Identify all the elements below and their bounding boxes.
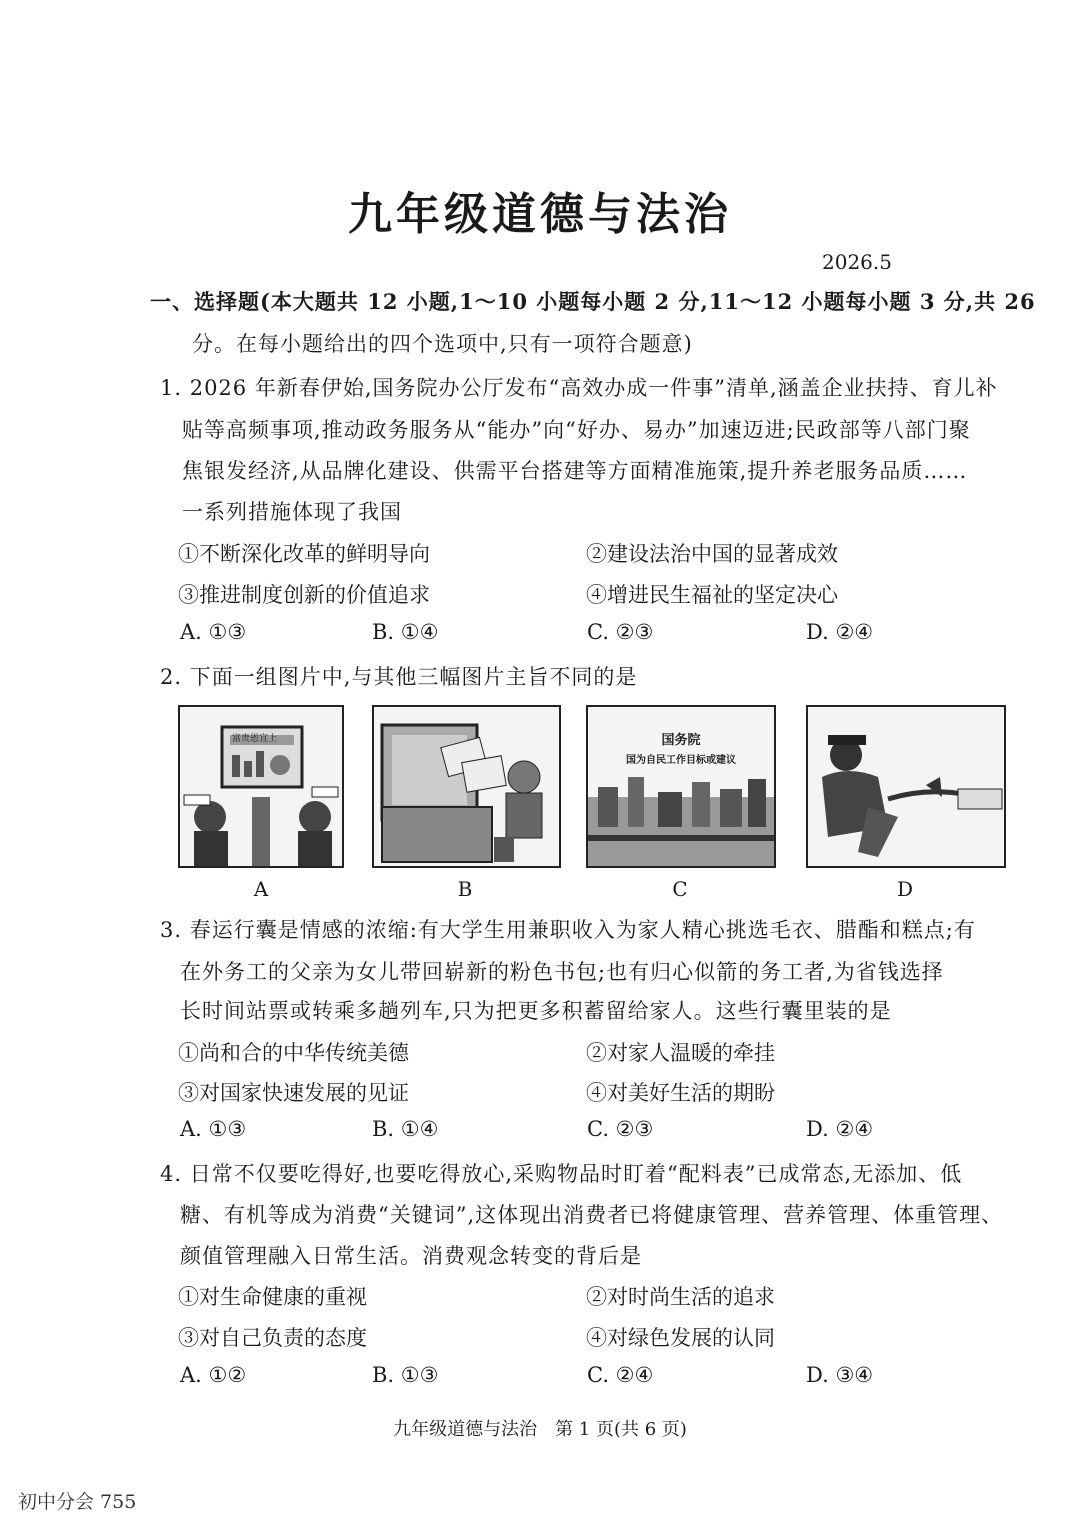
q3-statement: ②对家人温暖的牵挂 [586, 1041, 775, 1065]
q4-statement: ①对生命健康的重视 [178, 1285, 367, 1309]
q4-stem-line: 4. 日常不仅要吃得好,也要吃得放心,采购物品时盯着“配料表”已成常态,无添加、低 [160, 1162, 963, 1186]
q1-statement: ④增进民生福祉的坚定决心 [586, 583, 838, 607]
section-heading-cont: 分。在每小题给出的四个选项中,只有一项符合题意) [192, 332, 693, 356]
q2-label-a: A [253, 877, 269, 901]
image-a-caption: 富贵恩宜上 [232, 734, 278, 744]
section-heading: 一、选择题(本大题共 12 小题,1～10 小题每小题 2 分,11～12 小题每小题 3 分,共 26 [150, 289, 1036, 314]
page-footer: 九年级道德与法治 第 1 页(共 6 页) [393, 1419, 687, 1440]
q3-choice-d[interactable]: D. ②④ [806, 1117, 874, 1141]
q1-choice-a[interactable]: A. ①③ [180, 620, 247, 644]
q1-statement: ②建设法治中国的显著成效 [586, 542, 838, 566]
q4-statement: ②对时尚生活的追求 [586, 1285, 775, 1309]
q2-image-b[interactable] [372, 705, 561, 868]
q3-stem-line: 长时间站票或转乘多趟列车,只为把更多积蓄留给家人。这些行囊里装的是 [180, 999, 892, 1023]
q3-statement: ①尚和合的中华传统美德 [178, 1041, 409, 1065]
q1-choice-b[interactable]: B. ①④ [372, 620, 439, 644]
q4-statement: ④对绿色发展的认同 [586, 1326, 775, 1350]
q1-choice-c[interactable]: C. ②③ [587, 620, 654, 644]
q3-statement: ③对国家快速发展的见证 [178, 1081, 409, 1105]
page-title: 九年级道德与法治 [348, 189, 732, 240]
q1-statement: ①不断深化改革的鲜明导向 [178, 542, 430, 566]
exam-date: 2026.5 [822, 250, 892, 274]
q4-choice-d[interactable]: D. ③④ [806, 1363, 874, 1387]
q3-stem-line: 在外务工的父亲为女儿带回崭新的粉色书包;也有归心似箭的务工者,为省钱选择 [180, 960, 944, 984]
desk-worker-illustration [374, 707, 559, 866]
q2-label-c: C [672, 877, 688, 901]
image-c-heading: 国务院 [661, 733, 701, 748]
q3-choice-c[interactable]: C. ②③ [587, 1117, 654, 1141]
q2-label-d: D [896, 877, 914, 901]
q1-stem-line: 一系列措施体现了我国 [182, 500, 402, 524]
q2-image-c[interactable] [586, 705, 776, 868]
q2-stem: 2. 下面一组图片中,与其他三幅图片主旨不同的是 [160, 665, 638, 689]
q3-choice-a[interactable]: A. ①③ [180, 1117, 247, 1141]
q4-stem-line: 颜值管理融入日常生活。消费观念转变的背后是 [180, 1244, 642, 1268]
q2-image-a[interactable] [178, 705, 344, 868]
watermark-text: 初中分会 755 [18, 1491, 137, 1513]
hand-grabbing-illustration [808, 707, 1004, 866]
q1-stem-line: 焦银发经济,从品牌化建设、供需平台搭建等方面精准施策,提升养老服务品质…… [182, 459, 968, 483]
q1-stem-line: 贴等高频事项,推动政务服务从“能办”向“好办、易办”加速迈进;民政部等八部门聚 [182, 418, 971, 442]
q4-stem-line: 糖、有机等成为消费“关键词”,这体现出消费者已将健康管理、营养管理、体重管理、 [180, 1203, 1004, 1227]
q1-choice-d[interactable]: D. ②④ [806, 620, 874, 644]
q4-statement: ③对自己负责的态度 [178, 1326, 367, 1350]
q3-choice-b[interactable]: B. ①④ [372, 1117, 439, 1141]
q4-choice-b[interactable]: B. ①③ [372, 1363, 439, 1387]
q2-image-d[interactable] [806, 705, 1006, 868]
q4-choice-a[interactable]: A. ①② [180, 1363, 247, 1387]
q1-statement: ③推进制度创新的价值追求 [178, 583, 430, 607]
q1-stem-line: 1. 2026 年新春伊始,国务院办公厅发布“高效办成一件事”清单,涵盖企业扶持、育儿补 [160, 376, 998, 400]
q4-choice-c[interactable]: C. ②④ [587, 1363, 654, 1387]
image-c-caption: 国为自民工作目标或建议 [626, 755, 736, 766]
q2-label-b: B [457, 877, 473, 901]
q3-statement: ④对美好生活的期盼 [586, 1081, 775, 1105]
q3-stem-line: 3. 春运行囊是情感的浓缩:有大学生用兼职收入为家人精心挑选毛衣、腊酯和糕点;有 [160, 918, 976, 942]
